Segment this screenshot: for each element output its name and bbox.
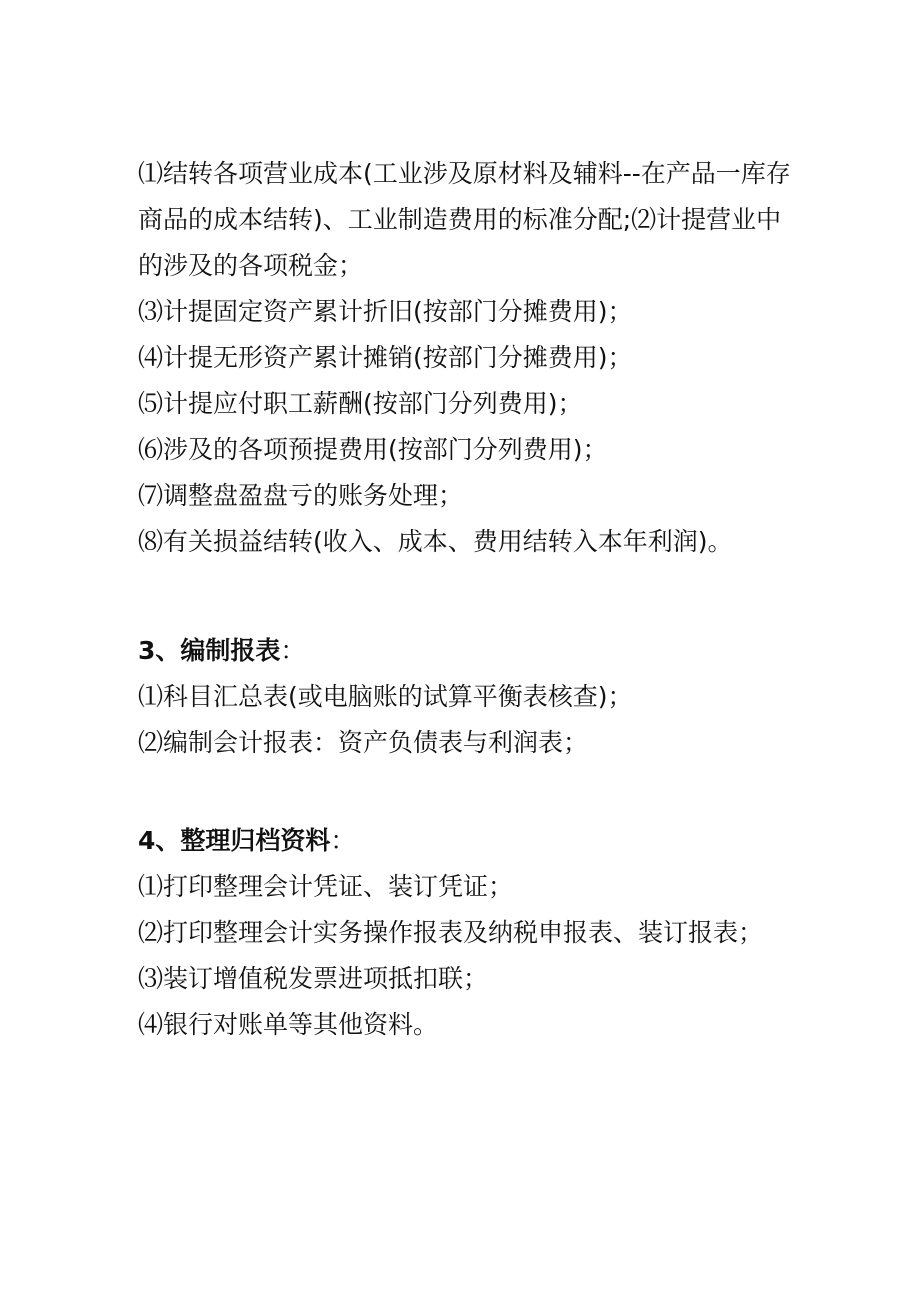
text-line: 商品的成本结转)、工业制造费用的标准分配;⑵计提营业中 — [138, 205, 782, 234]
section-4-archive-materials — [138, 818, 798, 1048]
text-line: ⑹涉及的各项预提费用(按部门分列费用)； — [138, 435, 608, 464]
text-line: ⑶装订增值税发票进项抵扣联； — [138, 964, 489, 993]
section-2-closing-entries — [138, 151, 798, 565]
text-line: ⑵打印整理会计实务操作报表及纳税申报表、装订报表； — [138, 918, 764, 947]
text-line: ⑻有关损益结转(收入、成本、费用结转入本年利润)。 — [138, 527, 733, 556]
section-heading — [138, 628, 798, 674]
section-heading-text: 4、整理归档资料 — [138, 826, 331, 855]
text-line: ⑸计提应付职工薪酬(按部门分列费用)； — [138, 389, 583, 418]
text-line: 的涉及的各项税金； — [138, 251, 364, 280]
section-3-prepare-reports — [138, 628, 798, 766]
text-line: ⑷计提无形资产累计摊销(按部门分摊费用)； — [138, 343, 633, 372]
heading-colon: ： — [330, 826, 356, 855]
text-line: ⑵编制会计报表：资产负债表与利润表； — [138, 728, 589, 757]
section-heading — [138, 818, 798, 864]
text-line: ⑴打印整理会计凭证、装订凭证； — [138, 872, 514, 901]
text-line: ⑷银行对账单等其他资料。 — [138, 1010, 439, 1039]
text-line: ⑴科目汇总表(或电脑账的试算平衡表核查)； — [138, 682, 633, 711]
text-line: ⑺调整盘盈盘亏的账务处理； — [138, 481, 464, 510]
text-line: ⑴结转各项营业成本(工业涉及原材料及辅料--在产品一库存 — [138, 159, 791, 188]
section-heading-text: 3、编制报表 — [138, 636, 281, 665]
text-line: ⑶计提固定资产累计折旧(按部门分摊费用)； — [138, 297, 633, 326]
heading-colon: ： — [280, 636, 306, 665]
